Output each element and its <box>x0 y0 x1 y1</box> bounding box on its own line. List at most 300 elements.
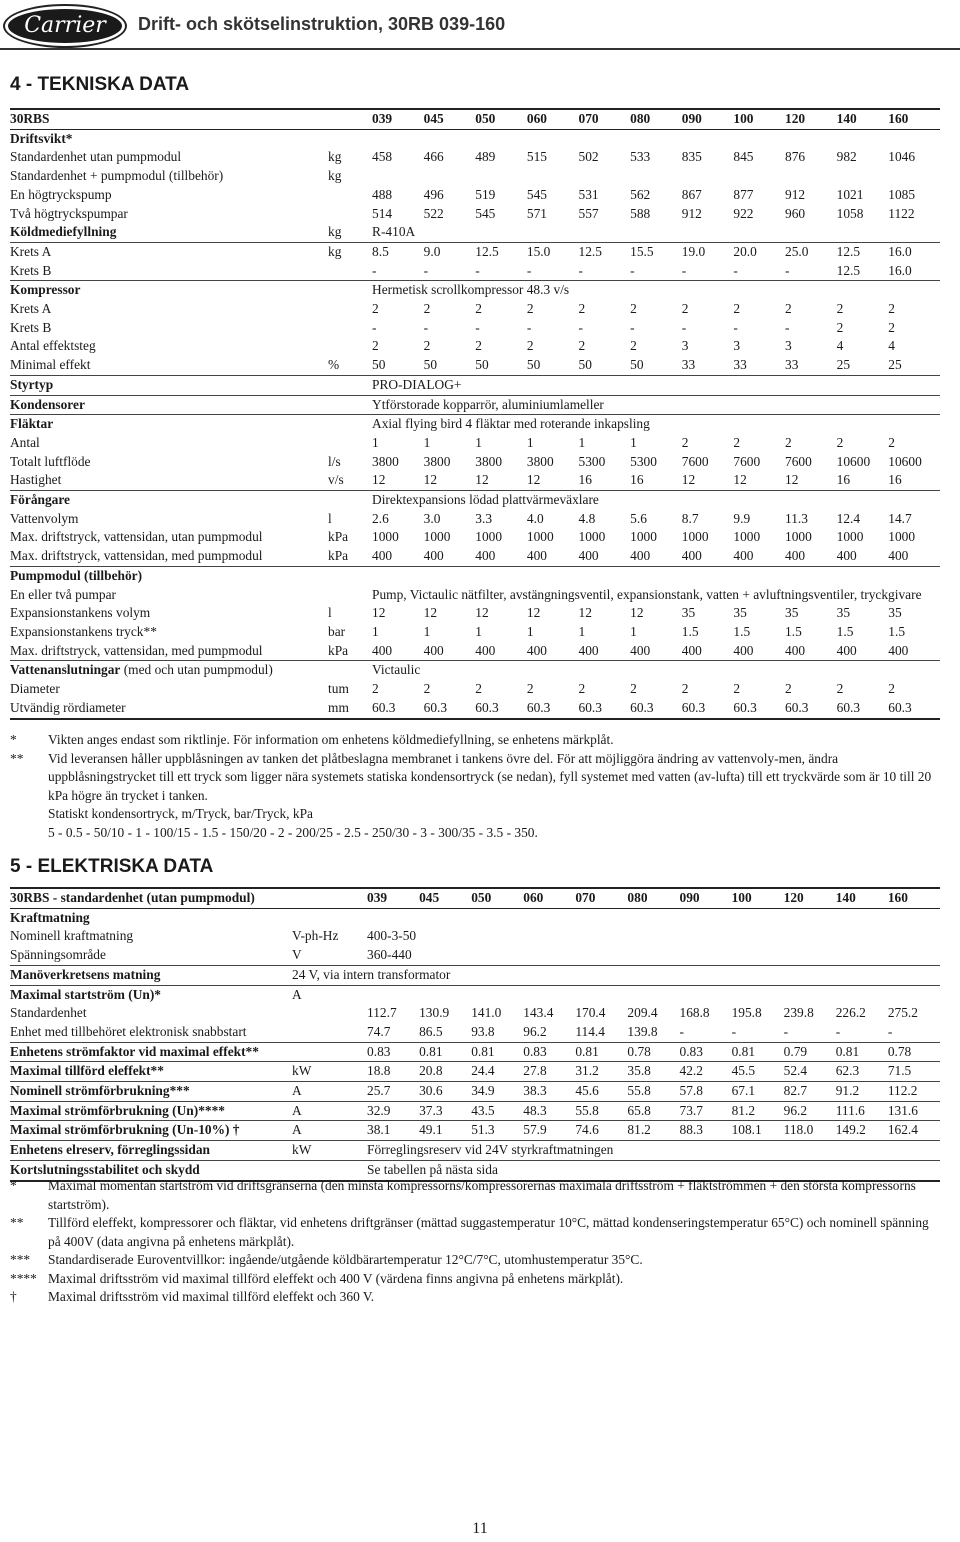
row-value: 0.81 <box>732 1042 784 1062</box>
row-label: Kompressor <box>10 282 81 298</box>
row-value <box>575 985 627 1004</box>
table-row <box>10 908 940 927</box>
row-unit: kg <box>328 243 342 259</box>
row-label: Antal effektsteg <box>10 338 96 354</box>
row-value: 15.5 <box>630 243 654 259</box>
row-value: Förreglingsreserv vid 24V styrkraftmatningen <box>367 1141 940 1161</box>
row-value: 60.3 <box>527 699 579 719</box>
row-value: 71.5 <box>888 1062 940 1082</box>
row-value: Victaulic <box>372 662 421 678</box>
row-value: - <box>424 262 476 281</box>
row-value <box>682 167 734 186</box>
row-unit: tum <box>328 681 349 697</box>
row-label: Totalt luftflöde <box>10 453 91 469</box>
table-row <box>10 356 940 375</box>
row-value: 0.83 <box>680 1042 732 1062</box>
model-header: 30RBS <box>10 109 328 129</box>
row-value: 60.3 <box>424 699 476 719</box>
row-value: 400 <box>888 642 940 661</box>
row-value: 502 <box>578 149 599 165</box>
table-header-row <box>10 109 940 129</box>
row-value <box>424 566 476 585</box>
table-row <box>10 434 940 453</box>
size-header: 080 <box>627 888 679 908</box>
row-value: 2 <box>681 301 689 317</box>
row-value <box>733 566 785 585</box>
row-unit <box>328 415 372 434</box>
footnote <box>10 750 940 806</box>
row-value: 1000 <box>526 529 554 545</box>
row-label: Minimal effekt <box>10 356 328 375</box>
section-4-title: 4 - TEKNISKA DATA <box>10 74 190 95</box>
row-value: Se tabellen på nästa sida <box>367 1160 940 1180</box>
row-value: 7600 <box>681 453 709 469</box>
table-row <box>10 642 940 661</box>
row-label-suffix: (med och utan pumpmodul) <box>120 662 273 678</box>
row-value: 1 <box>423 623 431 639</box>
row-value: 57.8 <box>680 1082 732 1102</box>
row-value <box>367 908 419 927</box>
row-value: 2 <box>630 301 637 317</box>
size-header: 140 <box>836 888 888 908</box>
size-header: 120 <box>784 888 836 908</box>
row-value: 2 <box>630 338 637 354</box>
row-value <box>785 566 837 585</box>
row-value: 1000 <box>836 529 864 545</box>
size-header: 120 <box>785 109 837 129</box>
row-value: 12 <box>372 471 424 490</box>
row-value: 400 <box>424 547 476 566</box>
row-value: 16.0 <box>888 243 912 259</box>
footnote-marker <box>10 824 48 843</box>
table-row <box>10 337 940 356</box>
row-value: 2 <box>578 301 586 317</box>
row-value <box>372 129 424 148</box>
row-label: Max. driftstryck, vattensidan, utan pumpmodul <box>10 529 263 545</box>
document-title: Drift- och skötselinstruktion, 30RB 039-160 <box>138 14 506 34</box>
table-row <box>10 1004 940 1023</box>
row-value: 1 <box>475 434 482 450</box>
row-value: 209.4 <box>627 1005 658 1021</box>
row-value: 60.3 <box>475 699 527 719</box>
row-value: 2 <box>372 301 379 317</box>
table-row <box>10 167 940 186</box>
row-value: 12.5 <box>837 262 889 281</box>
row-value: 45.6 <box>575 1082 627 1102</box>
row-label: Kraftmatning <box>10 909 90 925</box>
row-value <box>888 908 940 927</box>
row-value: Pump, Victaulic nätfilter, avstängningsventil, expansionstank, vatten + avluftningsventiler, tryckgivare <box>372 586 922 602</box>
row-value: 111.6 <box>836 1101 888 1121</box>
row-label: Förångare <box>10 492 70 508</box>
row-value: 96.2 <box>523 1023 575 1042</box>
row-value: 170.4 <box>575 1005 606 1021</box>
row-unit <box>328 186 372 205</box>
row-value <box>630 167 682 186</box>
size-header: 039 <box>367 888 419 908</box>
row-value: 466 <box>423 149 444 165</box>
footnote-text: Maximal driftsström vid maximal tillförd eleffekt och 400 V (värdena finns angivna på enhetens märkplåt). <box>48 1270 624 1286</box>
size-header: 070 <box>575 888 627 908</box>
row-label: Expansionstankens tryck** <box>10 623 157 639</box>
row-value: 1 <box>526 623 534 639</box>
footnote-marker: ** <box>10 1215 24 1230</box>
row-value: 400 <box>372 642 424 661</box>
row-value: 400 <box>527 547 579 566</box>
row-value: 45.5 <box>732 1062 784 1082</box>
row-value <box>627 985 679 1004</box>
row-value: 2 <box>578 681 586 697</box>
header-rule <box>0 48 960 50</box>
row-value: - <box>579 262 631 281</box>
row-value: 131.6 <box>888 1101 940 1121</box>
row-unit <box>328 375 372 395</box>
table-row <box>10 148 940 167</box>
row-value: 0.81 <box>575 1042 627 1062</box>
carrier-logo <box>3 4 127 48</box>
row-value: 400 <box>579 642 631 661</box>
row-value: 55.8 <box>627 1082 679 1102</box>
row-value: 4 <box>836 338 844 354</box>
row-value: 60.3 <box>888 699 940 719</box>
row-value: 2 <box>526 301 534 317</box>
row-value: 9.9 <box>733 510 751 526</box>
table-row <box>10 528 940 547</box>
row-value: - <box>733 262 785 281</box>
table-row <box>10 946 940 965</box>
row-value: 545 <box>526 186 547 202</box>
model-header: 30RBS - standardenhet (utan pumpmodul) <box>10 888 292 908</box>
row-value: 360-440 <box>367 946 940 965</box>
row-value: 93.8 <box>471 1023 523 1042</box>
row-value: 2 <box>475 301 482 317</box>
row-label: Standardenhet utan pumpmodul <box>10 149 182 165</box>
row-value: 30.6 <box>419 1082 471 1102</box>
row-label: Köldmediefyllning <box>10 223 328 242</box>
row-value: Hermetisk scrollkompressor 48.3 v/s <box>372 282 570 298</box>
size-header: 060 <box>527 109 579 129</box>
row-value: 12 <box>785 471 837 490</box>
table-row <box>10 375 940 395</box>
row-value: 15.0 <box>526 243 551 259</box>
size-header: 060 <box>523 888 575 908</box>
row-value <box>471 985 523 1004</box>
row-value: 35.8 <box>627 1062 679 1082</box>
row-label: Enhetens elreserv, förreglingssidan <box>10 1141 292 1161</box>
table-row <box>10 566 940 585</box>
row-label: Antal <box>10 434 40 450</box>
row-value <box>836 908 888 927</box>
row-value: 139.8 <box>627 1023 679 1042</box>
size-header: 070 <box>579 109 631 129</box>
row-unit: A <box>292 1121 367 1141</box>
table-row <box>10 927 940 946</box>
table-row <box>10 661 940 680</box>
row-value: 143.4 <box>523 1005 554 1021</box>
row-value: 489 <box>475 149 496 165</box>
row-value: 81.2 <box>732 1101 784 1121</box>
row-value: 400 <box>837 547 889 566</box>
row-value: 12.5 <box>578 243 602 259</box>
row-value <box>579 129 631 148</box>
row-label: Diameter <box>10 681 60 697</box>
row-value: 835 <box>681 149 702 165</box>
row-value: 5300 <box>630 453 657 469</box>
row-value: 2 <box>372 681 379 697</box>
row-value: 562 <box>630 186 651 202</box>
row-value: 2 <box>733 681 741 697</box>
row-value: Direktexpansions lödad plattvärmeväxlare <box>372 492 599 508</box>
row-value: - <box>682 262 734 281</box>
row-value: Axial flying bird 4 fläktar med roterande inkapsling <box>372 416 650 432</box>
row-value: 545 <box>475 205 496 221</box>
row-value: 10600 <box>836 453 871 469</box>
row-value <box>837 129 889 148</box>
row-value <box>475 129 527 148</box>
row-value: 1000 <box>475 529 503 545</box>
row-value: PRO-DIALOG+ <box>372 375 940 395</box>
row-value: 25 <box>888 356 940 375</box>
row-value: - <box>372 319 377 335</box>
row-value: 2 <box>785 301 792 317</box>
row-label: Max. driftstryck, vattensidan, med pumpmodul <box>10 547 328 566</box>
footnote <box>10 805 940 824</box>
row-label: Fläktar <box>10 416 54 432</box>
footnote-text: Maximal momentan startström vid driftsgränserna (den minsta kompressorns/kompressorernas maximala driftsström + fläktströmmen + den största kompressorns startström). <box>48 1178 916 1212</box>
row-value: 4.0 <box>526 510 544 526</box>
row-value: 960 <box>785 205 806 221</box>
row-value <box>785 129 837 148</box>
row-value: 38.1 <box>367 1121 419 1141</box>
row-value: - <box>680 1023 732 1042</box>
footnote <box>10 1177 940 1214</box>
row-label: Utvändig rördiameter <box>10 699 328 719</box>
row-value: 515 <box>526 149 547 165</box>
row-value: 168.8 <box>679 1005 710 1021</box>
row-value: 65.8 <box>627 1101 679 1121</box>
row-label: Enhetens strömfaktor vid maximal effekt** <box>10 1042 292 1062</box>
row-value: 12 <box>733 471 785 490</box>
row-value: 1085 <box>888 186 916 202</box>
row-value <box>837 566 889 585</box>
row-value: 400 <box>475 547 527 566</box>
size-header: 100 <box>732 888 784 908</box>
row-value: 50 <box>579 356 631 375</box>
row-value: 912 <box>681 205 702 221</box>
row-value <box>523 985 575 1004</box>
row-value: 3800 <box>475 453 503 469</box>
row-value <box>579 167 631 186</box>
row-label: Vattenanslutningar (med och utan pumpmodul) <box>10 662 273 678</box>
row-value: - <box>732 1023 784 1042</box>
table-row <box>10 1101 940 1121</box>
page-number: 11 <box>472 1520 488 1537</box>
row-value: 9.0 <box>423 243 441 259</box>
row-value <box>527 566 579 585</box>
footnote-marker: **** <box>10 1270 37 1286</box>
row-unit <box>328 319 372 338</box>
row-value: 1 <box>578 623 586 639</box>
row-value <box>682 129 734 148</box>
row-value: 2 <box>888 319 895 335</box>
row-value <box>837 167 889 186</box>
row-value: 12 <box>682 471 734 490</box>
row-value <box>575 908 627 927</box>
row-value: 3 <box>681 338 689 354</box>
row-value: - <box>630 262 682 281</box>
row-value: 0.81 <box>836 1042 888 1062</box>
row-value: 2 <box>423 681 431 697</box>
row-value: 32.9 <box>367 1101 419 1121</box>
row-value: 3800 <box>372 453 399 469</box>
table-row <box>10 453 940 472</box>
row-value: 1 <box>526 434 534 450</box>
row-value: 400 <box>837 642 889 661</box>
row-label: Max. driftstryck, vattensidan, med pumpmodul <box>10 642 328 661</box>
row-value: 50 <box>372 356 424 375</box>
row-value: 2 <box>423 301 431 317</box>
row-value: 1000 <box>681 529 709 545</box>
row-value: 571 <box>526 205 547 221</box>
row-value: 12 <box>475 471 527 490</box>
table-row <box>10 1062 940 1082</box>
table-row <box>10 186 940 205</box>
row-value: 0.83 <box>367 1042 419 1062</box>
row-unit: kg <box>328 149 342 165</box>
row-value <box>424 129 476 148</box>
row-value: 118.0 <box>784 1121 836 1141</box>
row-value: 1.5 <box>888 623 906 639</box>
row-value <box>888 985 940 1004</box>
table-row <box>10 510 940 529</box>
row-label: Maximal tillförd eleffekt** <box>10 1062 292 1082</box>
size-header: 100 <box>733 109 785 129</box>
row-value: 18.8 <box>367 1062 419 1082</box>
row-value: 25 <box>837 356 889 375</box>
row-value: - <box>578 319 583 335</box>
row-unit: kg <box>328 168 342 184</box>
row-value: 2 <box>785 681 792 697</box>
row-value <box>630 129 682 148</box>
table-header-row <box>10 888 940 908</box>
row-value: 50 <box>630 356 682 375</box>
row-unit <box>328 281 372 300</box>
table-row <box>10 129 940 148</box>
row-value: 1.5 <box>733 623 751 639</box>
row-label: Standardenhet <box>10 1005 87 1021</box>
row-value: - <box>784 1023 836 1042</box>
row-unit: l/s <box>328 453 341 469</box>
row-value: 5.6 <box>630 510 647 526</box>
row-value: 1000 <box>372 529 399 545</box>
table-row <box>10 604 940 623</box>
row-label: Nominell strömförbrukning*** <box>10 1082 292 1102</box>
row-value: 81.2 <box>627 1121 679 1141</box>
row-value: 88.3 <box>680 1121 732 1141</box>
row-value: 73.7 <box>680 1101 732 1121</box>
row-value: 24 V, via intern transformator <box>292 965 940 985</box>
row-value: - <box>526 319 532 335</box>
row-unit: % <box>328 356 372 375</box>
row-value: 912 <box>785 186 806 202</box>
row-value <box>471 908 523 927</box>
row-value: 2 <box>578 338 586 354</box>
row-value: - <box>836 1023 888 1042</box>
row-label: En högtryckspump <box>10 186 112 202</box>
row-value: 2 <box>475 681 482 697</box>
row-value: 275.2 <box>887 1005 918 1021</box>
row-value: 226.2 <box>835 1005 866 1021</box>
table-row <box>10 223 940 242</box>
row-value: 2.6 <box>372 510 389 526</box>
row-value: 49.1 <box>419 1121 471 1141</box>
row-value: 1 <box>372 434 379 450</box>
row-unit <box>328 205 372 224</box>
row-value: 3.3 <box>475 510 493 526</box>
row-value: 2 <box>836 434 844 450</box>
row-value: 0.78 <box>627 1042 679 1062</box>
unit-header <box>292 888 367 908</box>
table-row <box>10 547 940 566</box>
row-value: 2 <box>372 338 379 354</box>
table-row <box>10 242 940 261</box>
row-value: 2 <box>888 301 895 317</box>
row-value: 16 <box>579 471 631 490</box>
row-unit: kW <box>292 1062 367 1082</box>
row-unit <box>328 434 372 453</box>
row-value: 31.2 <box>575 1062 627 1082</box>
row-unit: A <box>292 1101 367 1121</box>
page-header <box>0 0 960 60</box>
footnote-marker: * <box>10 1178 17 1193</box>
section-5-title: 5 - ELEKTRISKA DATA <box>10 856 214 877</box>
row-value: 162.4 <box>888 1121 940 1141</box>
row-value: R-410A <box>372 223 940 242</box>
row-value: 867 <box>681 186 702 202</box>
row-value: 35 <box>888 605 902 621</box>
row-value: 141.0 <box>471 1005 502 1021</box>
row-label: Spänningsområde <box>10 946 292 965</box>
row-value: 43.5 <box>471 1101 523 1121</box>
row-value: 400 <box>579 547 631 566</box>
row-value: 74.6 <box>575 1121 627 1141</box>
row-value: 37.3 <box>419 1101 471 1121</box>
table-row <box>10 319 940 338</box>
row-value: 60.3 <box>579 699 631 719</box>
row-value: 86.5 <box>419 1023 471 1042</box>
row-value: 400 <box>630 642 682 661</box>
table-row <box>10 205 940 224</box>
row-value: 5300 <box>578 453 606 469</box>
row-value: 33 <box>733 356 785 375</box>
row-value: 108.1 <box>732 1121 784 1141</box>
row-value: 12.5 <box>475 243 499 259</box>
row-value: 1000 <box>578 529 606 545</box>
row-value: 876 <box>785 149 806 165</box>
row-value: 82.7 <box>784 1082 836 1102</box>
row-value: 1122 <box>888 205 915 221</box>
row-value: 33 <box>682 356 734 375</box>
row-value <box>419 985 471 1004</box>
row-value <box>732 908 784 927</box>
row-value <box>733 167 785 186</box>
row-value: 60.3 <box>837 699 889 719</box>
row-value: 400 <box>682 642 734 661</box>
row-label: Maximal strömförbrukning (Un)**** <box>10 1101 292 1121</box>
row-value: 400 <box>682 547 734 566</box>
table-row <box>10 395 940 415</box>
row-value: 0.81 <box>471 1042 523 1062</box>
